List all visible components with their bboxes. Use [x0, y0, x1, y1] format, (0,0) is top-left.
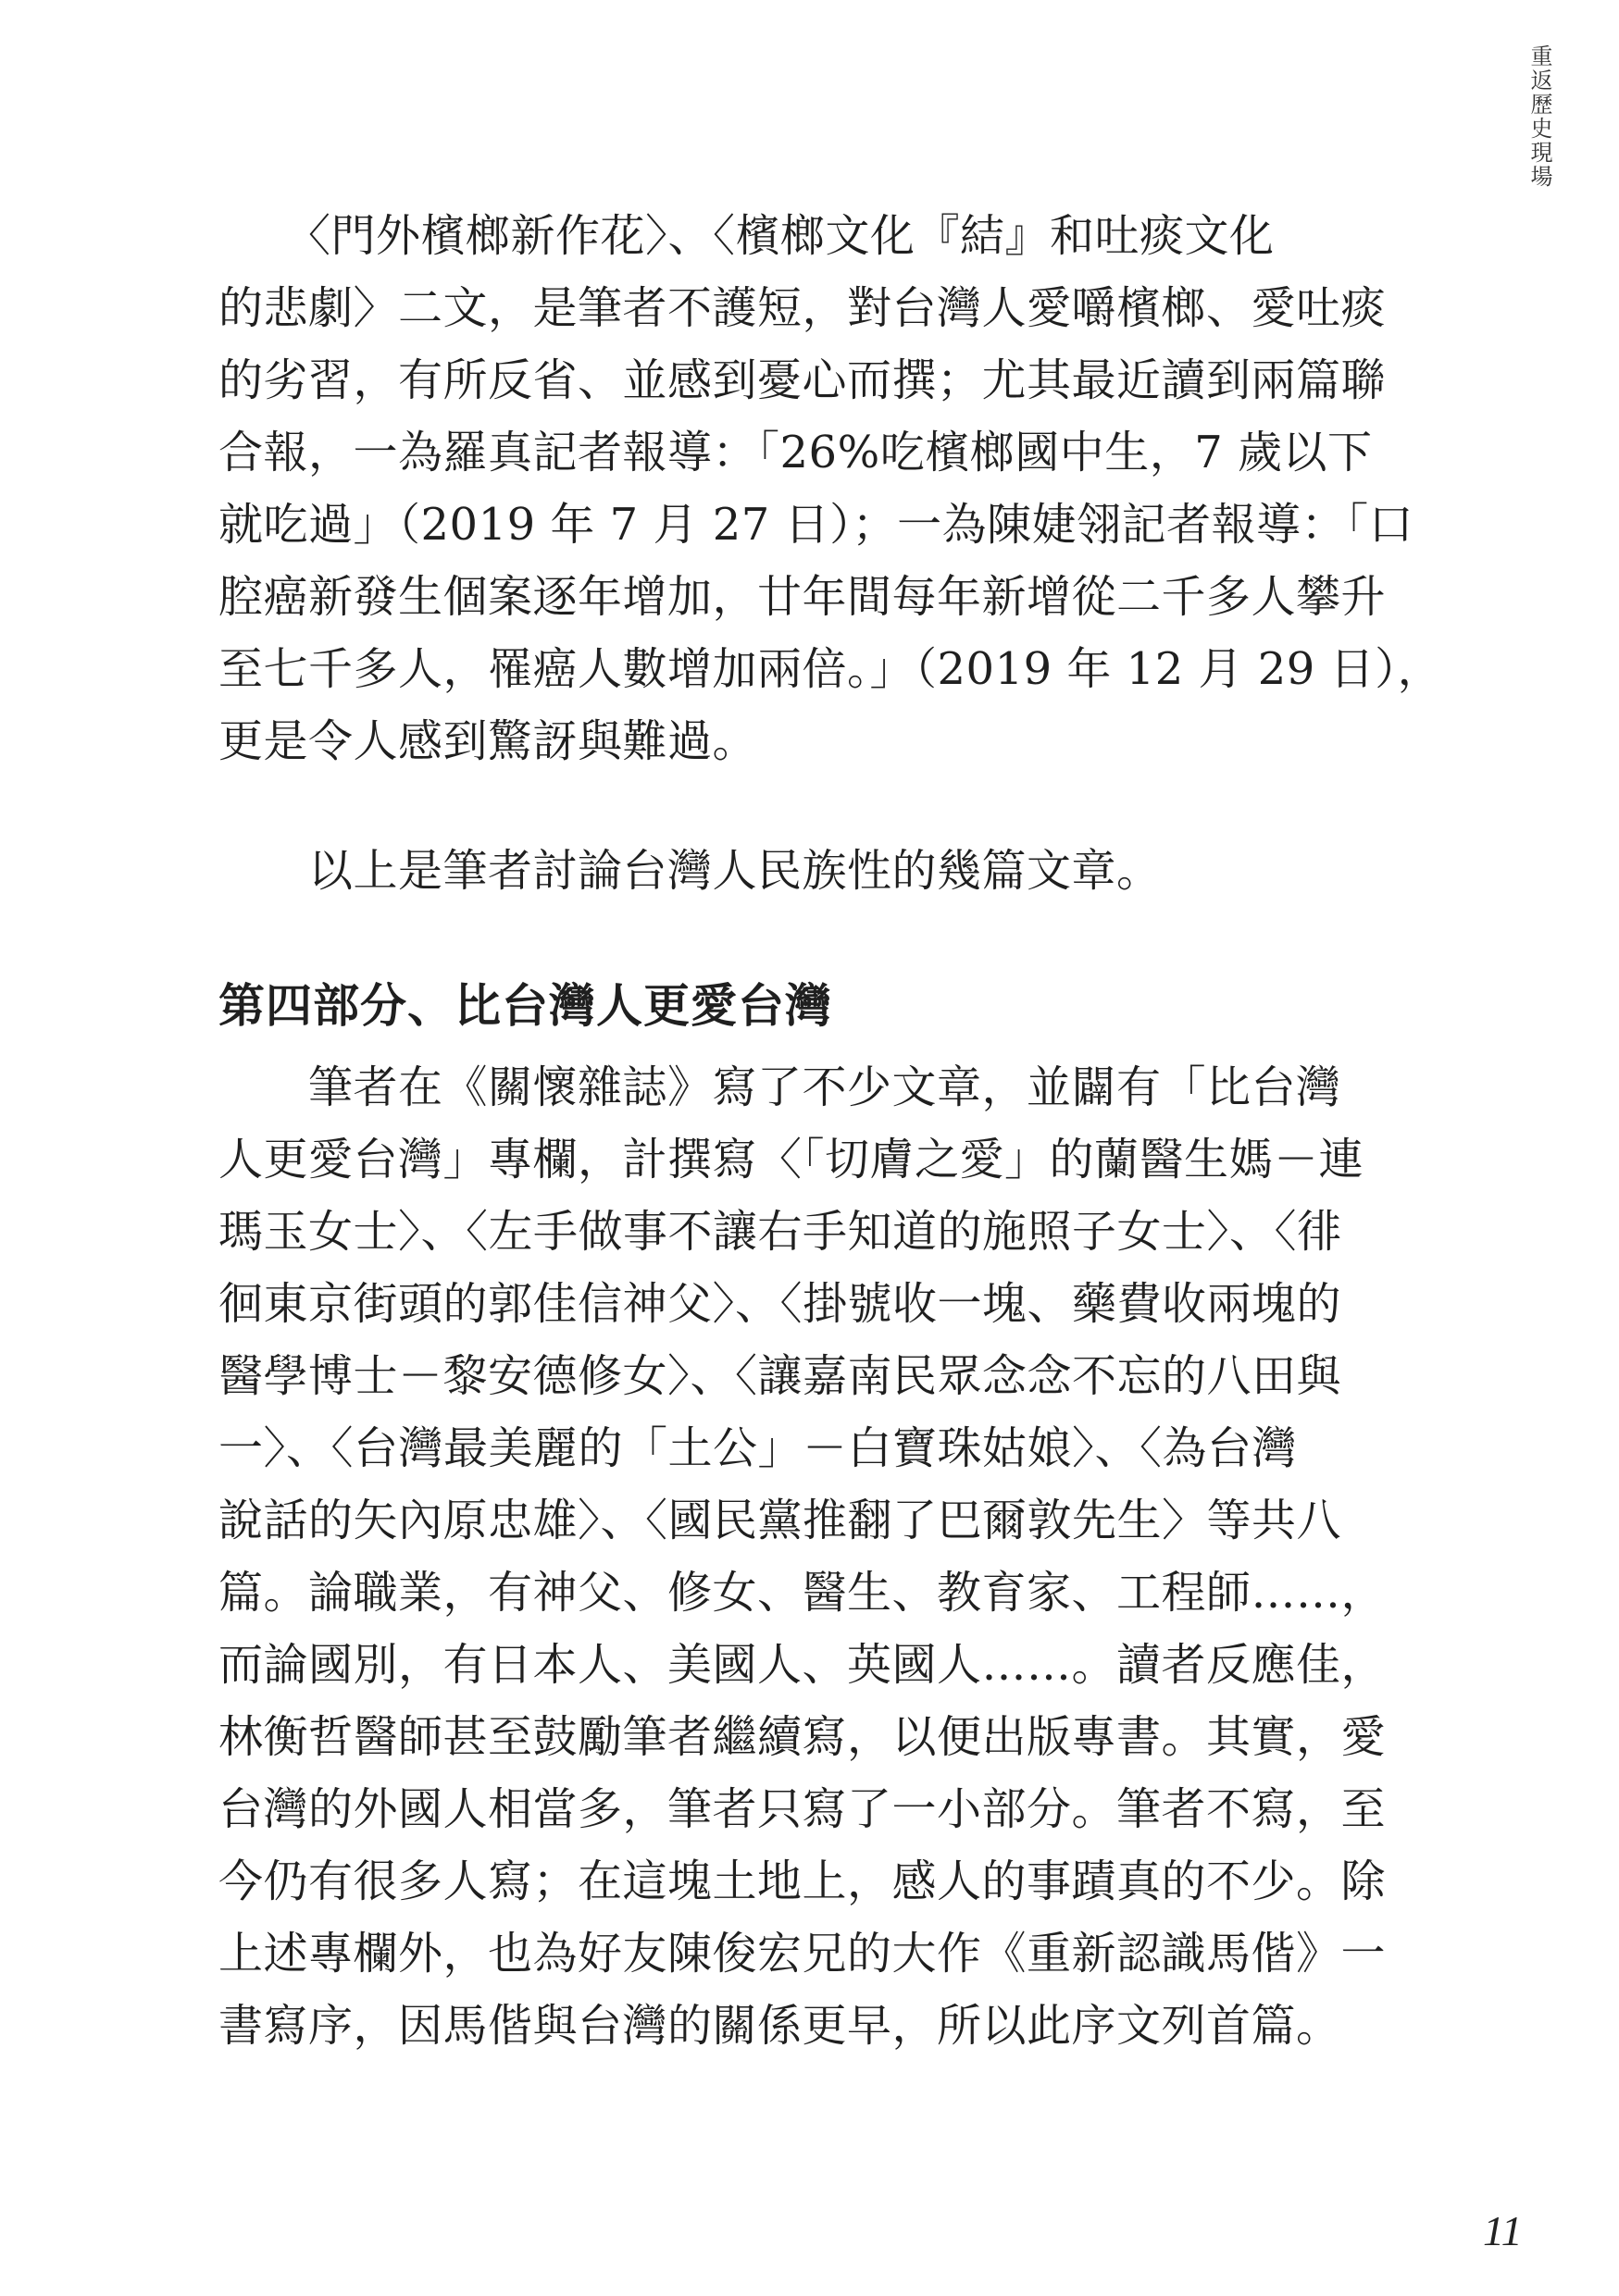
text-line: 以上是筆者討論台灣人民族性的幾篇文章。 [218, 845, 1162, 897]
text-line: 的悲劇〉二文，是筆者不護短，對台灣人愛嚼檳榔、愛吐痰 [218, 282, 1387, 334]
text-line: 瑪玉女士〉、〈左手做事不讓右手知道的施照子女士〉、〈徘 [218, 1206, 1342, 1258]
text-line: 書寫序，因馬偕與台灣的關係更早，所以此序文列首篇。 [218, 2000, 1341, 2052]
page-number: 11 [1483, 2207, 1523, 2254]
text-line: 至七千多人，罹癌人數增加兩倍。」（2019 年 12 月 29 日）， [218, 643, 1443, 695]
text-line: 合報，一為羅真記者報導：「26%吃檳榔國中生，7 歲以下 [218, 427, 1373, 478]
text-line: 就吃過」（2019 年 7 月 27 日）；一為陳婕翎記者報導：「口 [218, 499, 1414, 551]
text-line: 更是令人感到驚訝與難過。 [218, 715, 758, 767]
text-line: 林衡哲醫師甚至鼓勵筆者繼續寫，以便出版專書。其實，愛 [218, 1711, 1387, 1763]
text-line: 一〉、〈台灣最美麗的「土公」－白寶珠姑娘〉、〈為台灣 [218, 1422, 1298, 1474]
paragraph-spacer [218, 777, 1413, 835]
text-line: 上述專欄外，也為好友陳俊宏兄的大作《重新認識馬偕》一 [218, 1928, 1387, 1980]
text-line: 台灣的外國人相當多，筆者只寫了一小部分。筆者不寫，至 [218, 1783, 1387, 1835]
text-line: 筆者在《關懷雜誌》寫了不少文章，並闢有「比台灣 [218, 1061, 1341, 1113]
paragraph [218, 1051, 1413, 2062]
text-line: 腔癌新發生個案逐年增加，廿年間每年新增從二千多人攀升 [218, 571, 1387, 623]
text-line: 而論國別，有日本人、美國人、英國人……。讀者反應佳， [218, 1639, 1387, 1691]
text-line: 的劣習，有所反省、並感到憂心而撰；尤其最近讀到兩篇聯 [218, 354, 1387, 406]
section-heading: 第四部分、比台灣人更愛台灣 [218, 979, 832, 1033]
running-head: 重返歷史現場 [1526, 44, 1552, 189]
text-line: 〈門外檳榔新作花〉、〈檳榔文化『結』和吐痰文化 [218, 210, 1275, 262]
paragraph [218, 200, 1443, 777]
page-body [218, 200, 1443, 2062]
text-line: 徊東京街頭的郭佳信神父〉、〈掛號收一塊、藥費收兩塊的 [218, 1278, 1342, 1330]
text-line: 篇。論職業，有神父、修女、醫生、教育家、工程師……， [218, 1567, 1387, 1619]
text-line: 今仍有很多人寫；在這塊土地上，感人的事蹟真的不少。除 [218, 1855, 1387, 1907]
text-line: 人更愛台灣」專欄，計撰寫〈「切膚之愛」的蘭醫生媽－連 [218, 1134, 1364, 1185]
text-line: 說話的矢內原忠雄〉、〈國民黨推翻了巴爾敦先生〉等共八 [218, 1495, 1342, 1546]
paragraph [218, 835, 1413, 907]
text-line: 醫學博士－黎安德修女〉、〈讓嘉南民眾念念不忘的八田與 [218, 1350, 1342, 1402]
heading-spacer [218, 907, 1413, 970]
